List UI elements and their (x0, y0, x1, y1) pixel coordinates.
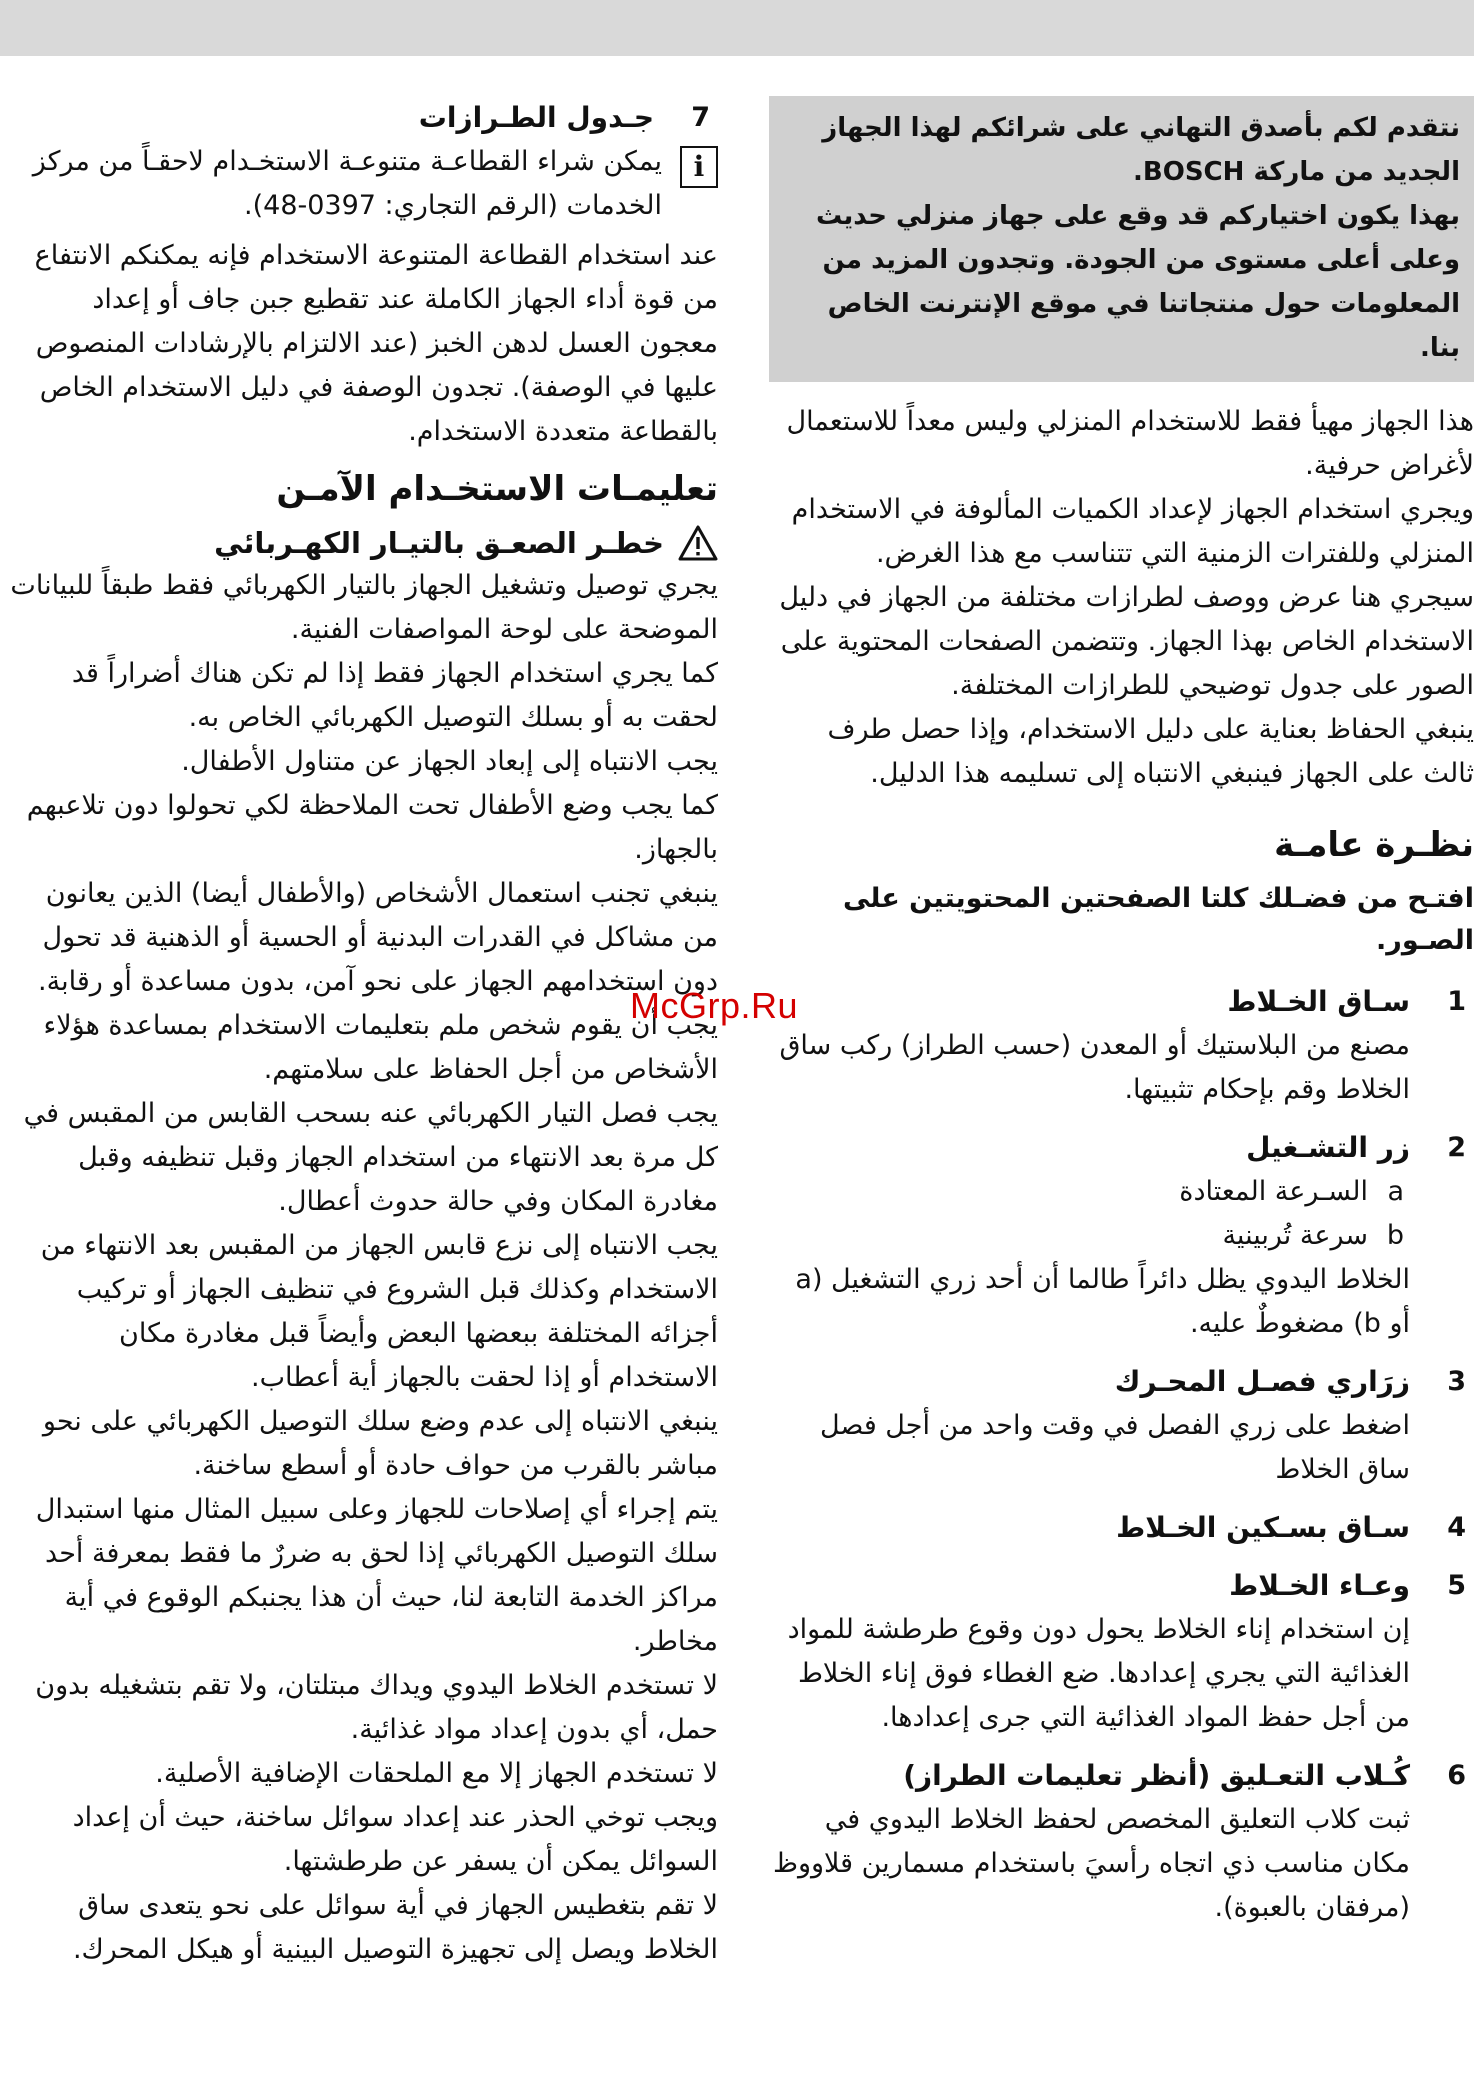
list-item (769, 980, 1474, 1112)
paragraph: عند استخدام القطاعة المتنوعة الاستخدام فإنه يمكنكم الانتفاع من قوة أداء الجهاز الكاملة عند تقطيع جبن جاف أو إعداد معجون العسل لدهن الخبز (عند الالتزام بالإرشادات المنصوص عليها في الوصفة). تجدون الوصفة في دليل الاستخدام الخاص بالقطاعة متعددة الاستخدام. (34, 240, 718, 447)
safety-paragraph: يجب فصل التيار الكهربائي عنه بسحب القابس من المقبس في كل مرة بعد الانتهاء من استخدام الجهاز وقبل تنظيفه وقبل مغادرة المكان وفي حالة حدوث أعطال. (23, 1098, 718, 1217)
section-number: 7 (691, 102, 710, 133)
item-title: سـاق الخـلاط (1227, 985, 1410, 1018)
item-number: 5 (1447, 1570, 1466, 1601)
item-number: 6 (1447, 1760, 1466, 1791)
sub-letter: b (1386, 1220, 1404, 1251)
safety-title: تعليمـات الاستخـدام الآمـن (276, 469, 718, 509)
item-number: 1 (1447, 986, 1466, 1017)
item-number: 3 (1447, 1366, 1466, 1397)
safety-paragraph: يجري توصيل وتشغيل الجهاز بالتيار الكهربائي فقط طبقاً للبيانات الموضحة على لوحة المواصفات الفنية. (10, 570, 718, 645)
paragraph: ينبغي الحفاظ بعناية على دليل الاستخدام، وإذا حصل طرف ثالث على الجهاز فينبغي الانتباه إلى تسليمه هذا الدليل. (827, 714, 1474, 789)
overview-note: افتـح من فضـلك كلتا الصفحتين المحتويتين على الصـور. (842, 883, 1474, 956)
safety-paragraph: يتم إجراء أي إصلاحات للجهاز وعلى سبيل المثال منها استبدال سلك التوصيل الكهربائي إذا لحق به ضررٌ ما فقط بمعرفة أحد مراكز الخدمة التابعة لنا، حيث أن هذا يجنبكم الوقوع في أية مخاطر. (35, 1494, 718, 1657)
safety-paragraph: لا تستخدم الجهاز إلا مع الملحقات الإضافية الأصلية. (155, 1758, 718, 1789)
intro-line-1: نتقدم لكم بأصدق التهاني على شرائكم لهذا الجهاز الجديد من ماركة BOSCH. (822, 113, 1460, 187)
item-number: 2 (1447, 1132, 1466, 1163)
paragraph: سيجري هنا عرض ووصف لطرازات مختلفة من الجهاز في دليل الاستخدام الخاص بهذا الجهاز. وتتضمن الصفحات المحتوية على الصور على جدول توضيحي للطرازات المختلفة. (779, 582, 1474, 701)
list-item (769, 1754, 1474, 1930)
info-text: يمكن شراء القطاعـة متنوعـة الاستخـدام لاحقـاً من مركز الخدمات (الرقم التجاري: 0397-48). (32, 146, 662, 221)
warning-heading (10, 522, 718, 564)
left-column (10, 96, 718, 1972)
safety-paragraph: كما يجب وضع الأطفال تحت الملاحظة لكي تحولوا دون تلاعبهم بالجهاز. (26, 790, 718, 865)
safety-paragraph: ينبغي تجنب استعمال الأشخاص (والأطفال أيضا) الذين يعانون من مشاكل في القدرات البدنية أو الحسية أو الذهنية قد تحول دون استخدامهم الجهاز على نحو آمن، بدون مساعدة أو رقابة. يجب أن يقوم شخص ملم بتعليمات الاستخدام بمساعدة هؤلاء الأشخاص من أجل الحفاظ على سلامتهم. (38, 878, 718, 1085)
sub-letter: a (1387, 1176, 1404, 1207)
item-text: إن استخدام إناء الخلاط يحول دون وقوع طرطشة للمواد الغذائية التي يجري إعدادها. ضع الغطاء فوق إناء الخلاط من أجل حفظ المواد الغذائية التي جرى إعدادها. (787, 1614, 1410, 1733)
item-text: ثبت كلاب التعليق المخصص لحفظ الخلاط اليدوي في مكان مناسب ذي اتجاه رأسيَ باستخدام مسمارين قلاووظ (مرفقان بالعبوة). (772, 1804, 1410, 1923)
top-grey-bar (0, 0, 1474, 56)
sub-text: السـرعة المعتادة (1179, 1176, 1368, 1207)
intro-line-2: بهذا يكون اختياركم قد وقع على جهاز منزلي حديث وعلى أعلى مستوى من الجودة. وتجدون المزيد من المعلومات حول منتجاتنا في موقع الإنترنت الخاص بنا. (815, 201, 1460, 363)
info-icon: i (680, 146, 718, 188)
overview-title: نظـرة عامـة (1274, 825, 1474, 865)
item-text: الخلاط اليدوي يظل دائراً طالما أن أحد زري التشغيل (a أو b) مضغوطٌ عليه. (795, 1264, 1410, 1339)
intro-box (769, 96, 1474, 382)
list-item (769, 1506, 1474, 1550)
safety-paragraph: يجب الانتباه إلى إبعاد الجهاز عن متناول الأطفال. (181, 746, 718, 777)
sub-item (769, 1170, 1410, 1214)
info-note (10, 140, 718, 228)
list-item (769, 1126, 1474, 1346)
list-item (769, 1564, 1474, 1740)
paragraph: هذا الجهاز مهيأ فقط للاستخدام المنزلي وليس معداً للاستعمال لأغراض حرفية. (786, 406, 1474, 481)
watermark: McGrp.Ru (630, 985, 799, 1026)
item-text: مصنع من البلاستيك أو المعدن (حسب الطراز) ركب ساق الخلاط وقم بإحكام تثبيتها. (779, 1030, 1410, 1105)
safety-paragraph: يجب الانتباه إلى نزع قابس الجهاز من المقبس بعد الانتهاء من الاستخدام وكذلك قبل الشروع في تنظيف الجهاز أو تركيب أجزائه المختلفة ببعضها البعض وأيضاً قبل مغادرة مكان الاستخدام أو إذا لحقت بالجهاز أية أعطاب. (40, 1230, 718, 1393)
item-title: زر التشـغيل (1246, 1131, 1410, 1164)
safety-paragraph: لا تقم بتغطيس الجهاز في أية سوائل على نحو يتعدى ساق الخلاط ويصل إلى تجهيزة التوصيل البينية أو هيكل المحرك. (72, 1890, 718, 1965)
section-heading (10, 96, 718, 140)
safety-paragraph: لا تستخدم الخلاط اليدوي ويداك مبتلتان، ولا تقم بتشغيله بدون حمل، أي بدون إعداد مواد غذائية. (35, 1670, 718, 1745)
safety-paragraph: كما يجري استخدام الجهاز فقط إذا لم تكن هناك أضراراً قد لحقت به أو بسلك التوصيل الكهربائي الخاص به. (71, 658, 718, 733)
sub-item (769, 1214, 1410, 1258)
item-title: زرَاري فصـل المحـرك (1114, 1365, 1410, 1398)
right-column (769, 96, 1474, 1930)
warning-icon (678, 525, 718, 561)
section-title: جـدول الطـرازات (418, 101, 654, 134)
paragraph: ويجري استخدام الجهاز لإعداد الكميات المألوفة في الاستخدام المنزلي وللفترات الزمنية التي تتناسب مع هذا الغرض. (791, 494, 1474, 569)
warning-title: خطـر الصعـق بالتيـار الكهـربائي (214, 526, 664, 560)
sub-text: سرعة تُربينية (1222, 1220, 1368, 1251)
item-title: كُـلاب التعـليق (أنظر تعليمات الطراز) (903, 1759, 1410, 1792)
list-item (769, 1360, 1474, 1492)
safety-paragraph: ينبغي الانتباه إلى عدم وضع سلك التوصيل الكهربائي على نحو مباشر بالقرب من حواف حادة أو أسطع ساخنة. (42, 1406, 718, 1481)
item-number: 4 (1447, 1512, 1466, 1543)
item-title: وعـاء الخـلاط (1229, 1569, 1410, 1602)
item-title: سـاق بسـكين الخـلاط (1116, 1511, 1410, 1544)
item-text: اضغط على زري الفصل في وقت واحد من أجل فصل ساق الخلاط (819, 1410, 1410, 1485)
safety-paragraph: ويجب توخي الحذر عند إعداد سوائل ساخنة، حيث أن إعداد السوائل يمكن أن يسفر عن طرطشتها. (72, 1802, 718, 1877)
